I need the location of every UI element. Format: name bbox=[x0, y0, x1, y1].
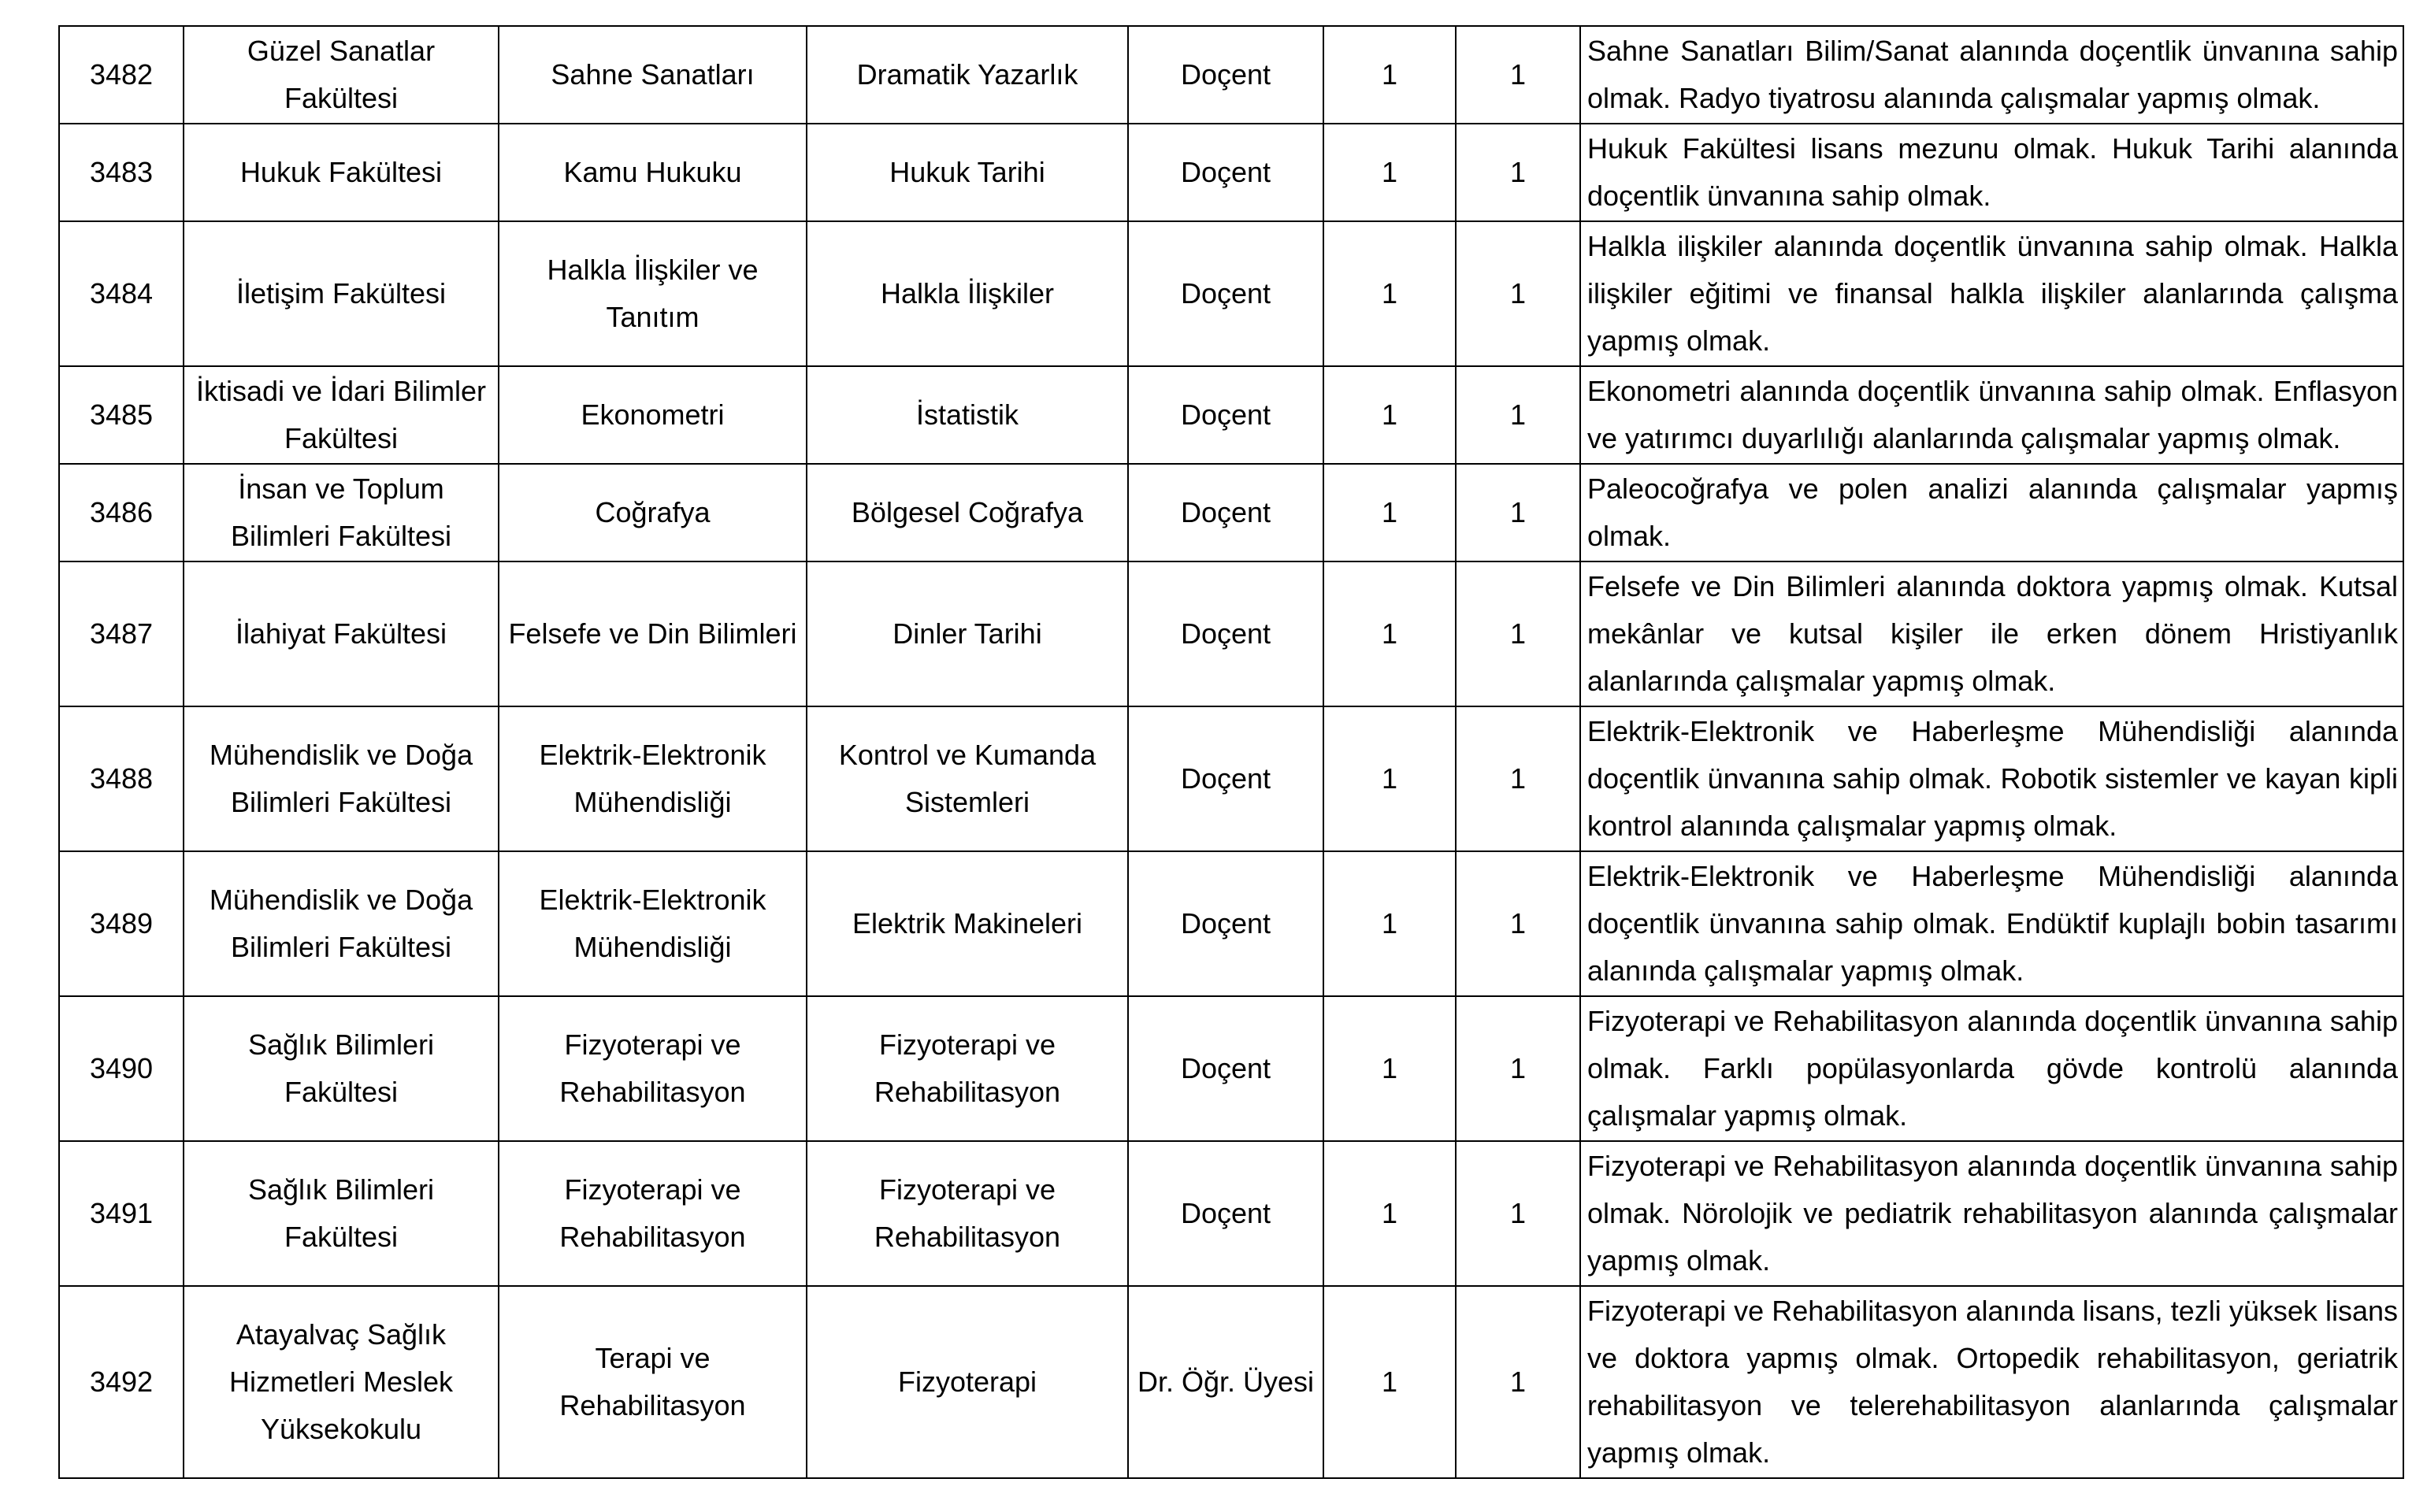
academic-title: Doçent bbox=[1128, 1141, 1323, 1286]
academic-title: Dr. Öğr. Üyesi bbox=[1128, 1286, 1323, 1478]
subfield-name: Dramatik Yazarlık bbox=[807, 26, 1128, 124]
requirement-text: Elektrik-Elektronik ve Haberleşme Mühendisliği alanında doçentlik ünvanına sahip olmak. Robotik sistemler ve kayan kipli kontrol alanında çalışmalar yapmış olmak. bbox=[1580, 706, 2403, 851]
faculty-name: Mühendislik ve Doğa Bilimleri Fakültesi bbox=[184, 851, 499, 996]
table-body bbox=[59, 26, 2403, 1478]
position-number: 3488 bbox=[59, 706, 184, 851]
positions-table bbox=[58, 25, 2404, 1479]
table-row bbox=[59, 706, 2403, 851]
table-row bbox=[59, 366, 2403, 464]
requirement-text: Fizyoterapi ve Rehabilitasyon alanında doçentlik ünvanına sahip olmak. Farklı popülasyonlarda gövde kontrolü alanında çalışmalar yapmış olmak. bbox=[1580, 996, 2403, 1141]
faculty-name: Hukuk Fakültesi bbox=[184, 124, 499, 221]
requirement-text: Fizyoterapi ve Rehabilitasyon alanında doçentlik ünvanına sahip olmak. Nörolojik ve pediatrik rehabilitasyon alanında çalışmalar yapmış olmak. bbox=[1580, 1141, 2403, 1286]
position-count-secondary: 1 bbox=[1456, 124, 1580, 221]
department-name: Elektrik-Elektronik Mühendisliği bbox=[499, 706, 807, 851]
subfield-name: Fizyoterapi ve Rehabilitasyon bbox=[807, 996, 1128, 1141]
position-count-secondary: 1 bbox=[1456, 996, 1580, 1141]
requirement-text: Hukuk Fakültesi lisans mezunu olmak. Hukuk Tarihi alanında doçentlik ünvanına sahip olmak. bbox=[1580, 124, 2403, 221]
requirement-text: Felsefe ve Din Bilimleri alanında doktora yapmış olmak. Kutsal mekânlar ve kutsal kişiler ile erken dönem Hristiyanlık alanlarında çalışmalar yapmış olmak. bbox=[1580, 561, 2403, 706]
department-name: Kamu Hukuku bbox=[499, 124, 807, 221]
table-row bbox=[59, 124, 2403, 221]
department-name: Ekonometri bbox=[499, 366, 807, 464]
department-name: Terapi ve Rehabilitasyon bbox=[499, 1286, 807, 1478]
subfield-name: Fizyoterapi ve Rehabilitasyon bbox=[807, 1141, 1128, 1286]
table-row bbox=[59, 1141, 2403, 1286]
position-count: 1 bbox=[1323, 996, 1456, 1141]
faculty-name: Sağlık Bilimleri Fakültesi bbox=[184, 1141, 499, 1286]
subfield-name: Kontrol ve Kumanda Sistemleri bbox=[807, 706, 1128, 851]
requirement-text: Halkla ilişkiler alanında doçentlik ünvanına sahip olmak. Halkla ilişkiler eğitimi ve finansal halkla ilişkiler alanlarında çalışma yapmış olmak. bbox=[1580, 221, 2403, 366]
department-name: Fizyoterapi ve Rehabilitasyon bbox=[499, 1141, 807, 1286]
position-number: 3492 bbox=[59, 1286, 184, 1478]
position-count: 1 bbox=[1323, 1286, 1456, 1478]
department-name: Fizyoterapi ve Rehabilitasyon bbox=[499, 996, 807, 1141]
faculty-name: İlahiyat Fakültesi bbox=[184, 561, 499, 706]
position-count: 1 bbox=[1323, 851, 1456, 996]
subfield-name: İstatistik bbox=[807, 366, 1128, 464]
academic-title: Doçent bbox=[1128, 996, 1323, 1141]
requirement-text: Paleocoğrafya ve polen analizi alanında çalışmalar yapmış olmak. bbox=[1580, 464, 2403, 561]
faculty-name: İktisadi ve İdari Bilimler Fakültesi bbox=[184, 366, 499, 464]
subfield-name: Dinler Tarihi bbox=[807, 561, 1128, 706]
academic-title: Doçent bbox=[1128, 26, 1323, 124]
position-count: 1 bbox=[1323, 26, 1456, 124]
position-count-secondary: 1 bbox=[1456, 561, 1580, 706]
academic-title: Doçent bbox=[1128, 561, 1323, 706]
table-row bbox=[59, 561, 2403, 706]
position-count-secondary: 1 bbox=[1456, 1141, 1580, 1286]
requirement-text: Sahne Sanatları Bilim/Sanat alanında doçentlik ünvanına sahip olmak. Radyo tiyatrosu alanında çalışmalar yapmış olmak. bbox=[1580, 26, 2403, 124]
table-row bbox=[59, 26, 2403, 124]
position-number: 3485 bbox=[59, 366, 184, 464]
subfield-name: Fizyoterapi bbox=[807, 1286, 1128, 1478]
position-number: 3486 bbox=[59, 464, 184, 561]
position-number: 3490 bbox=[59, 996, 184, 1141]
requirement-text: Ekonometri alanında doçentlik ünvanına sahip olmak. Enflasyon ve yatırımcı duyarlılığı alanlarında çalışmalar yapmış olmak. bbox=[1580, 366, 2403, 464]
faculty-name: İnsan ve Toplum Bilimleri Fakültesi bbox=[184, 464, 499, 561]
position-count: 1 bbox=[1323, 366, 1456, 464]
faculty-name: Güzel Sanatlar Fakültesi bbox=[184, 26, 499, 124]
faculty-name: İletişim Fakültesi bbox=[184, 221, 499, 366]
academic-title: Doçent bbox=[1128, 221, 1323, 366]
department-name: Sahne Sanatları bbox=[499, 26, 807, 124]
position-count: 1 bbox=[1323, 464, 1456, 561]
subfield-name: Bölgesel Coğrafya bbox=[807, 464, 1128, 561]
position-count: 1 bbox=[1323, 561, 1456, 706]
department-name: Elektrik-Elektronik Mühendisliği bbox=[499, 851, 807, 996]
position-count: 1 bbox=[1323, 221, 1456, 366]
department-name: Coğrafya bbox=[499, 464, 807, 561]
position-number: 3491 bbox=[59, 1141, 184, 1286]
academic-title: Doçent bbox=[1128, 851, 1323, 996]
department-name: Halkla İlişkiler ve Tanıtım bbox=[499, 221, 807, 366]
position-count-secondary: 1 bbox=[1456, 706, 1580, 851]
subfield-name: Hukuk Tarihi bbox=[807, 124, 1128, 221]
position-count: 1 bbox=[1323, 1141, 1456, 1286]
table-row bbox=[59, 464, 2403, 561]
position-number: 3483 bbox=[59, 124, 184, 221]
position-count-secondary: 1 bbox=[1456, 851, 1580, 996]
department-name: Felsefe ve Din Bilimleri bbox=[499, 561, 807, 706]
requirement-text: Elektrik-Elektronik ve Haberleşme Mühendisliği alanında doçentlik ünvanına sahip olmak. Endüktif kuplajlı bobin tasarımı alanında çalışmalar yapmış olmak. bbox=[1580, 851, 2403, 996]
table-row bbox=[59, 996, 2403, 1141]
table-row bbox=[59, 851, 2403, 996]
position-count-secondary: 1 bbox=[1456, 366, 1580, 464]
subfield-name: Elektrik Makineleri bbox=[807, 851, 1128, 996]
faculty-name: Mühendislik ve Doğa Bilimleri Fakültesi bbox=[184, 706, 499, 851]
requirement-text: Fizyoterapi ve Rehabilitasyon alanında lisans, tezli yüksek lisans ve doktora yapmış olmak. Ortopedik rehabilitasyon, geriatrik rehabilitasyon ve telerehabilitasyon alanlarında çalışmalar yapmış olmak. bbox=[1580, 1286, 2403, 1478]
position-count-secondary: 1 bbox=[1456, 1286, 1580, 1478]
position-count-secondary: 1 bbox=[1456, 221, 1580, 366]
position-number: 3482 bbox=[59, 26, 184, 124]
subfield-name: Halkla İlişkiler bbox=[807, 221, 1128, 366]
faculty-name: Sağlık Bilimleri Fakültesi bbox=[184, 996, 499, 1141]
academic-title: Doçent bbox=[1128, 706, 1323, 851]
academic-title: Doçent bbox=[1128, 366, 1323, 464]
position-number: 3484 bbox=[59, 221, 184, 366]
faculty-name: Atayalvaç Sağlık Hizmetleri Meslek Yüksekokulu bbox=[184, 1286, 499, 1478]
academic-title: Doçent bbox=[1128, 464, 1323, 561]
academic-title: Doçent bbox=[1128, 124, 1323, 221]
position-count: 1 bbox=[1323, 706, 1456, 851]
position-count-secondary: 1 bbox=[1456, 464, 1580, 561]
table-row bbox=[59, 1286, 2403, 1478]
position-count-secondary: 1 bbox=[1456, 26, 1580, 124]
position-number: 3487 bbox=[59, 561, 184, 706]
position-count: 1 bbox=[1323, 124, 1456, 221]
position-number: 3489 bbox=[59, 851, 184, 996]
table-row bbox=[59, 221, 2403, 366]
positions-table-container bbox=[58, 25, 2404, 1479]
